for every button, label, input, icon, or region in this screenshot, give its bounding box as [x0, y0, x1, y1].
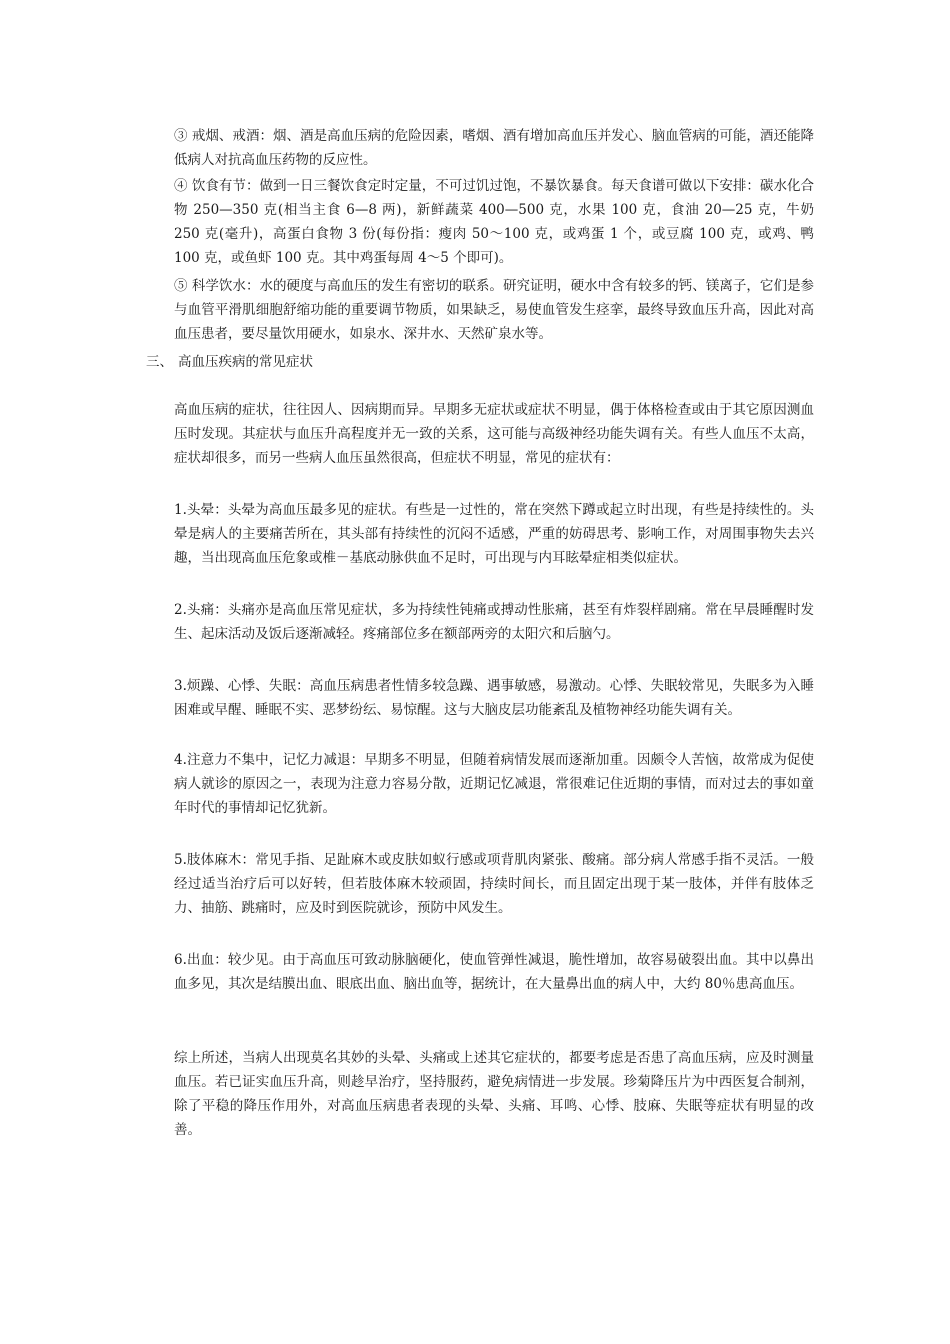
diet-item-smoking-alcohol	[174, 124, 814, 172]
symptom-text: 头痛亦是高血压常见症状，多为持续性钝痛或搏动性胀痛，甚至有炸裂样剧痛。常在早晨睡醒时发生、起床活动及饭后逐渐减轻。疼痛部位多在额部两旁的太阳穴和后脑勺。	[174, 602, 814, 642]
section-number: 三、	[146, 354, 173, 370]
diet-item-text: 做到一日三餐饮食定时定量，不可过饥过饱，不暴饮暴食。每天食谱可做以下安排：碳水化合物 250—350 克(相当主食 6—8 两)，新鲜蔬菜 400—500 克，水果 100 克，食油 20—25 克，牛奶 250 克(毫升)，高蛋白食物 3 份(每份指：瘦肉 50～100 克，或鸡蛋 1 个，或豆腐 100 克，或鸡、鸭 100 克，或鱼虾 100 克。其中鸡蛋每周 4～5 个即可)。	[174, 178, 815, 266]
symptom-label: 1.头晕：	[174, 502, 228, 518]
symptom-numbness	[174, 848, 814, 920]
symptom-text: 常见手指、足趾麻木或皮肤如蚁行感或项背肌肉紧张、酸痛。部分病人常感手指不灵活。一般经过适当治疗后可以好转，但若肢体麻木较顽固，持续时间长，而且固定出现于某一肢体，并伴有肢体乏力、抽筋、跳痛时，应及时到医院就诊，预防中风发生。	[174, 852, 814, 916]
symptom-text: 较少见。由于高血压可致动脉脑硬化，使血管弹性减退，脆性增加，故容易破裂出血。其中以鼻出血多见，其次是结膜出血、眼底出血、脑出血等，据统计，在大量鼻出血的病人中，大约 80％患高血压。	[174, 952, 814, 992]
symptom-label: 5.肢体麻木：	[174, 852, 256, 868]
symptom-label: 2.头痛：	[174, 602, 228, 618]
symptom-label: 4.注意力不集中，记忆力减退：	[174, 752, 365, 768]
diet-item-scientific-drinking	[174, 274, 814, 346]
diet-item-label: ④ 饮食有节：	[174, 178, 260, 194]
section-title: 高血压疾病的常见症状	[178, 354, 313, 370]
symptom-label: 6.出血：	[174, 952, 228, 968]
diet-item-text: 烟、酒是高血压病的危险因素，嗜烟、酒有增加高血压并发心、脑血管病的可能，酒还能降低病人对抗高血压药物的反应性。	[174, 128, 814, 168]
symptom-bleeding	[174, 948, 814, 996]
diet-item-moderate-eating	[174, 174, 814, 270]
diet-item-label: ⑤ 科学饮水：	[174, 278, 260, 294]
section-heading	[146, 350, 746, 374]
symptom-headache	[174, 598, 814, 646]
intro-paragraph: 高血压病的症状，往往因人、因病期而异。早期多无症状或症状不明显，偶于体格检查或由于其它原因测血压时发现。其症状与血压升高程度并无一致的关系，这可能与高级神经功能失调有关。有些人血压不太高，症状却很多，而另一些病人血压虽然很高，但症状不明显，常见的症状有：	[174, 402, 814, 466]
symptom-text: 早期多不明显，但随着病情发展而逐渐加重。因颇令人苦恼，故常成为促使病人就诊的原因之一，表现为注意力容易分散，近期记忆减退，常很难记住近期的事情，而对过去的事如童年时代的事情却记忆犹新。	[174, 752, 814, 816]
conclusion-paragraph: 综上所述，当病人出现莫名其妙的头晕、头痛或上述其它症状的，都要考虑是否患了高血压病，应及时测量血压。若已证实血压升高，则趁早治疗，坚持服药，避免病情进一步发展。珍菊降压片为中西医复合制剂，除了平稳的降压作用外，对高血压病患者表现的头晕、头痛、耳鸣、心悸、肢麻、失眠等症状有明显的改善。	[174, 1050, 814, 1138]
symptom-insomnia	[174, 674, 814, 722]
symptom-dizziness	[174, 498, 814, 570]
diet-item-label: ③ 戒烟、戒酒：	[174, 128, 273, 144]
symptom-memory	[174, 748, 814, 820]
diet-item-text: 水的硬度与高血压的发生有密切的联系。研究证明，硬水中含有较多的钙、镁离子，它们是参与血管平滑肌细胞舒缩功能的重要调节物质，如果缺乏，易使血管发生痉挛，最终导致血压升高，因此对高血压患者，要尽量饮用硬水，如泉水、深井水、天然矿泉水等。	[174, 278, 815, 342]
symptom-label: 3.烦躁、心悸、失眠：	[174, 678, 310, 694]
symptom-text: 高血压病患者性情多较急躁、遇事敏感，易激动。心悸、失眠较常见，失眠多为入睡困难或早醒、睡眠不实、恶梦纷纭、易惊醒。这与大脑皮层功能紊乱及植物神经功能失调有关。	[174, 678, 814, 718]
symptom-text: 头晕为高血压最多见的症状。有些是一过性的，常在突然下蹲或起立时出现，有些是持续性的。头晕是病人的主要痛苦所在，其头部有持续性的沉闷不适感，严重的妨碍思考、影响工作，对周围事物失去兴趣，当出现高血压危象或椎－基底动脉供血不足时，可出现与内耳眩晕症相类似症状。	[174, 502, 814, 566]
